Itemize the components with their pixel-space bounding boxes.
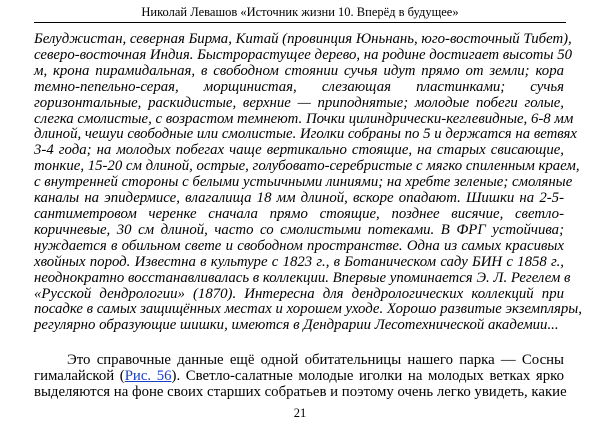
quote-line: хвойных пород. Известна в культуре с 1823 г., в Ботаническом саду БИН с 1858 г., bbox=[34, 253, 564, 270]
body-paragraph bbox=[34, 352, 567, 400]
running-header: Николай Левашов «Источник жизни 10. Вперёд в будущее» bbox=[141, 5, 459, 19]
header-divider bbox=[34, 22, 566, 23]
quote-line: м, крона пирамидальная, в свободном стоянии сучья идут прямо от земли; кора bbox=[34, 62, 564, 79]
quote-line: слегка смолистые, с возрастом темнеют. Почки цилиндрически-кеглевидные, 6-8 мм bbox=[34, 110, 574, 127]
page-number: 21 bbox=[293, 406, 307, 420]
quote-line: тонкие, 15-20 см длиной, острые, голубовато-серебристые с мягко спиленным краем, bbox=[34, 158, 580, 175]
quote-line: сантиметровом черенке сначала прямо стоящие, позднее висячие, светло- bbox=[34, 205, 564, 222]
figure-reference-link[interactable]: Рис. 56 bbox=[124, 368, 172, 384]
quote-line: каналы на эпидермисе, влагалища 18 мм длиной, вскоре опадают. Шишки на 2-5- bbox=[34, 190, 564, 207]
quote-line: посадке в самых защищённых местах и хорошем уходе. Хорошо развитые экземпляры, bbox=[34, 301, 582, 318]
quote-line: регулярно образующие шишки, имеются в Дендрарии Лесотехнической академии... bbox=[34, 317, 559, 334]
quote-line: коричневые, 30 см длиной, часто со смолистыми потеками. В ФРГ устойчива; bbox=[34, 221, 564, 238]
quote-line: северо-восточная Индия. Быстрорастущее дерево, на родине достигает высоты 50 bbox=[34, 46, 572, 63]
quote-line: Белуджистан, северная Бирма, Китай (провинция Юньнань, юго-восточный Тибет), bbox=[34, 31, 572, 47]
quote-line: темно-пепельно-серая, морщинистая, слезающая пластинками; сучья bbox=[34, 78, 564, 95]
body-line-text: ). Светло-салатные молодые иголки на молодых ветках ярко bbox=[171, 368, 564, 384]
quote-line: нуждается в обильном свете и свободном пространстве. Одна из самых красивых bbox=[34, 237, 564, 254]
quote-line: 3-4 года; на молодых побегах чаще вертикально стоящие, на старых свисающие, bbox=[34, 142, 564, 159]
body-line bbox=[34, 368, 564, 384]
quote-line: «Русской дендрологии» (1870). Интересна для дендрологических коллекций при bbox=[34, 285, 564, 302]
body-line: выделяются на фоне своих старших собратьев и поэтому очень легко увидеть, какие bbox=[34, 384, 567, 400]
body-line-text: гималайской ( bbox=[34, 368, 125, 384]
body-line: Это справочные данные ещё одной обитательницы нашего парка — Сосны bbox=[67, 352, 564, 368]
quote-line: с внутренней стороны с белыми устьичными линиями; на хребте зеленые; смоляные bbox=[34, 174, 573, 191]
quote-line: длиной, чешуи свободные или смолистые. Иголки собраны по 5 и держатся на ветвях bbox=[34, 126, 577, 143]
quote-line: неоднократно восстанавливалась в коллекции. Впервые упоминается Э. Л. Регелем в bbox=[34, 269, 571, 286]
quoted-reference-passage bbox=[34, 31, 582, 334]
quote-line: горизонтальные, раскидистые, верхние — приподнятые; молодые побеги голые, bbox=[34, 94, 564, 111]
